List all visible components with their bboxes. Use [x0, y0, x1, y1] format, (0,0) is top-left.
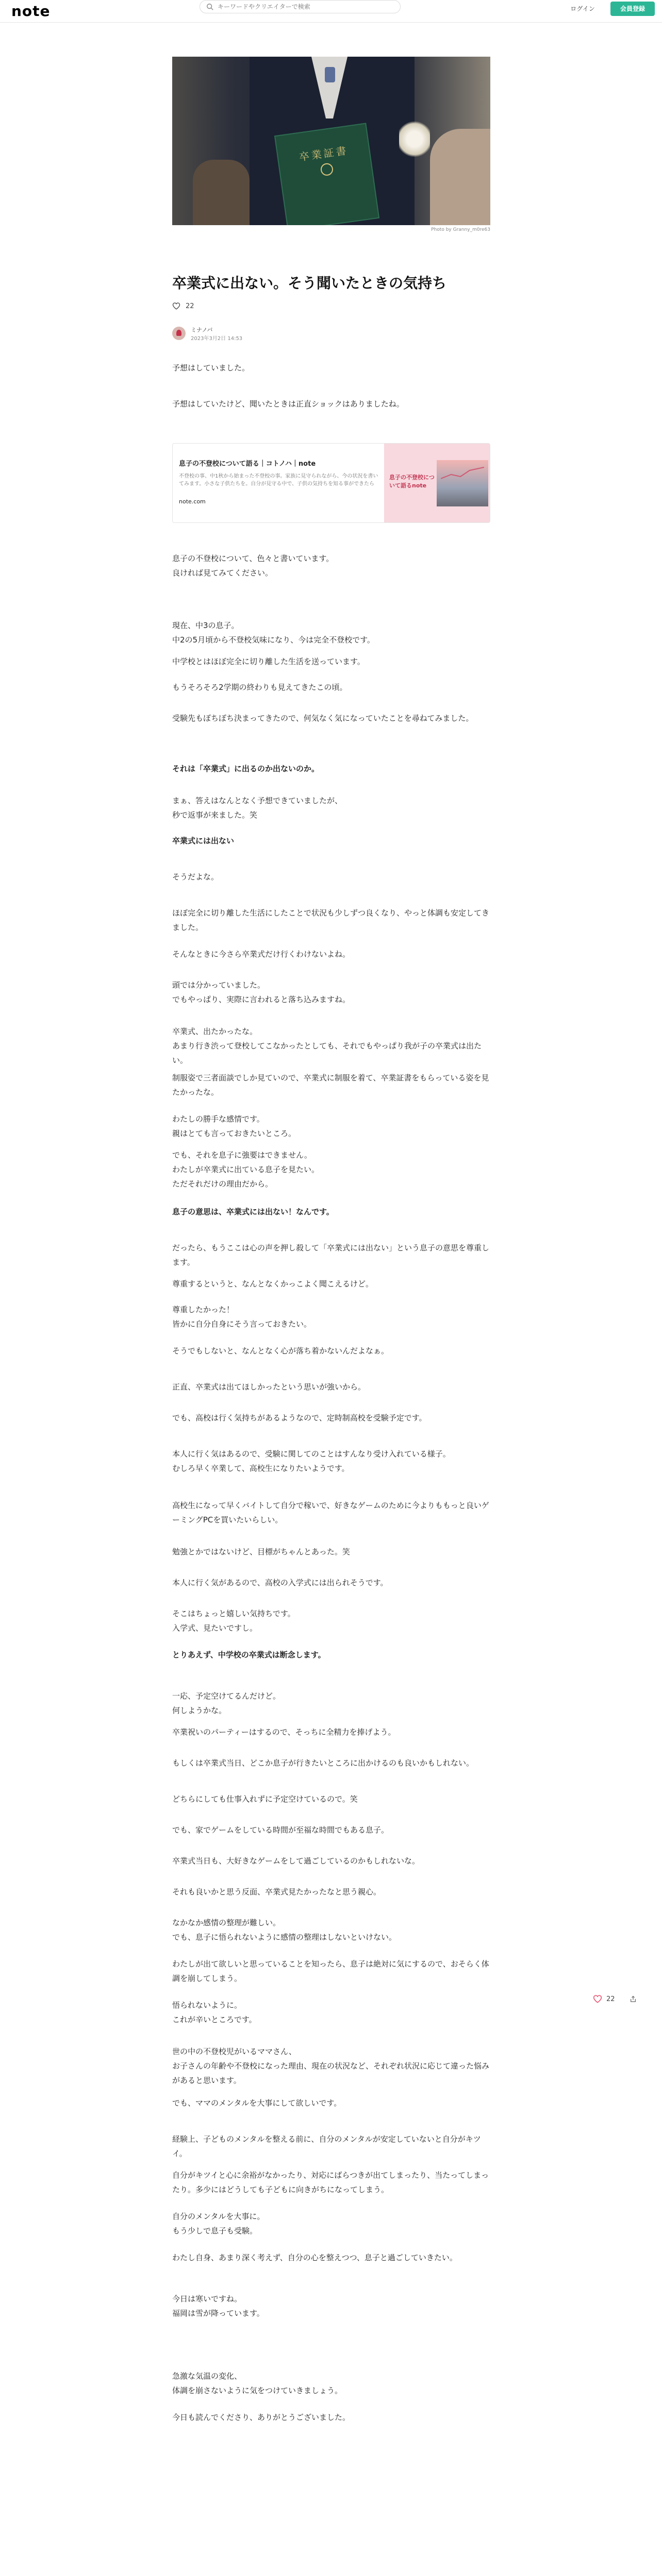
- article-paragraph: 尊重するというと、なんとなくかっこよく聞こえるけど。: [172, 1279, 374, 1289]
- author-avatar[interactable]: [172, 327, 186, 340]
- article-paragraph: どちらにしても仕事入れずに予定空けているので。笑: [172, 1794, 358, 1804]
- article-paragraph: それも良いかと思う反面、卒業式見たかったなと思う親心。: [172, 1887, 382, 1896]
- article-title: 卒業式に出ない。そう聞いたときの気持ち: [172, 275, 447, 292]
- article-paragraph: 勉強とかではないけど、目標がちゃんとあった。笑: [172, 1547, 350, 1556]
- article-paragraph: そうでもしないと、なんとなく心が落ち着かないんだよなぁ。: [172, 1346, 389, 1355]
- diploma-folder: 卒業証書: [274, 123, 379, 225]
- article-heading: それは「卒業式」に出るのか出ないのか。: [172, 764, 320, 773]
- article-paragraph: 悟られないように。 これが辛いところです。: [172, 2001, 257, 2024]
- article-paragraph: 受験先もぼちぼち決まってきたので、何気なく気になっていたことを尋ねてみました。: [172, 714, 474, 723]
- article-paragraph: 予想はしていました。: [172, 363, 250, 372]
- article-paragraph: でも、家でゲームをしている時間が至福な時間でもある息子。: [172, 1825, 389, 1835]
- article-paragraph: 頭では分かっていました。 でもやっぱり、実際に言われると落ち込みますね。: [172, 980, 351, 1004]
- article-paragraph: なかなか感情の整理が難しい。 でも、息子に悟られないように感情の整理はしないといけない。: [172, 1918, 397, 1942]
- note-logo[interactable]: note: [11, 3, 51, 20]
- photo-credit[interactable]: Photo by Granny_m0re63: [431, 227, 490, 232]
- article-heading: とりあえず、中学校の卒業式は断念します。: [172, 1650, 326, 1659]
- article-paragraph: もしくは卒業式当日、どこか息子が行きたいところに出かけるのも良いかもしれない。: [172, 1758, 474, 1768]
- share-icon[interactable]: [630, 1995, 637, 2003]
- search-input[interactable]: [218, 3, 388, 10]
- article-paragraph: そんなときに今さら卒業式だけ行くわけないよね。: [172, 950, 351, 959]
- article-paragraph: だったら、もうここは心の声を押し殺して「卒業式には出ない」という息子の意思を尊重します。: [172, 1243, 490, 1267]
- article-paragraph: 息子の不登校について、色々と書いています。 良ければ見てみてください。: [172, 554, 334, 578]
- author-name[interactable]: ミナノバ: [191, 327, 213, 333]
- card-thumbnail-text: 息子の不登校について語るnote: [389, 474, 435, 489]
- floating-like-area[interactable]: [593, 1994, 641, 2004]
- article-paragraph: 自分がキツイと心に余裕がなかったり、対応にばらつきが出てしまったり、当たってしまったり。多少にはどうしても子どもに向きがちになってしまう。: [172, 2171, 489, 2194]
- search-box[interactable]: [200, 0, 401, 13]
- article-paragraph: でも、それを息子に強要はできません。 わたしが卒業式に出ている息子を見たい。 ただそれだけの理由だから。: [172, 1150, 320, 1189]
- article-heading: 息子の意思は、卒業式には出ない！なんです。: [172, 1207, 334, 1216]
- floating-like-count: 22: [606, 1995, 615, 2003]
- like-area[interactable]: [172, 301, 194, 311]
- article-paragraph: 正直、卒業式は出てほしかったという思いが強いから。: [172, 1382, 366, 1392]
- article-paragraph: そこはちょっと嬉しい気持ちです。 入学式、見たいですし。: [172, 1609, 295, 1633]
- article-paragraph: 一応、予定空けてるんだけど。 何しようかな。: [172, 1691, 281, 1715]
- article-paragraph: 自分のメンタルを大事に。 もう少しで息子も受験。: [172, 2212, 265, 2235]
- like-count: 22: [186, 302, 194, 310]
- article-paragraph: 高校生になって早くバイトして自分で稼いで、好きなゲームのために今よりももっと良いゲーミングPCを買いたいらしい。: [172, 1501, 489, 1524]
- article-paragraph: でも、ママのメンタルを大事にして欲しいです。: [172, 2098, 342, 2108]
- article-paragraph: 卒業式当日も、大好きなゲームをして過ごしているのかもしれないな。: [172, 1856, 420, 1866]
- embedded-link-card[interactable]: [172, 443, 490, 523]
- top-navigation-bar: [0, 0, 662, 23]
- article-paragraph: 予想はしていたけど、聞いたときは正直ショックはありましたね。: [172, 399, 404, 409]
- heart-icon[interactable]: [593, 1994, 602, 2004]
- article-paragraph: もうそろそろ2学期の終わりも見えてきたこの頃。: [172, 683, 347, 692]
- article-paragraph: わたしが出て欲しいと思っていることを知ったら、息子は絶対に気にするので、おそらく体調を崩してしまう。: [172, 1959, 489, 1983]
- article-paragraph: でも、高校は行く気持ちがあるようなので、定時制高校を受験予定です。: [172, 1413, 427, 1422]
- article-paragraph: 中学校とはほぼ完全に切り離した生活を送っています。: [172, 657, 365, 666]
- signup-button[interactable]: 会員登録: [610, 2, 655, 16]
- article-paragraph: 今日も読んでくださり、ありがとうございました。: [172, 2413, 351, 2422]
- article-paragraph: 尊重したかった！ 皆かに自分自身にそう言っておきたい。: [172, 1305, 312, 1329]
- login-button[interactable]: ログイン: [570, 5, 595, 12]
- article-paragraph: 経験上、子どものメンタルを整える前に、自分のメンタルが安定していないと自分がキツイ。: [172, 2134, 481, 2158]
- article-paragraph: わたしの勝手な感情です。 親はとても言っておきたいところ。: [172, 1114, 296, 1138]
- article-paragraph: そうだよな。: [172, 872, 219, 882]
- heart-icon[interactable]: [172, 302, 180, 310]
- author-info[interactable]: [172, 325, 327, 345]
- article-paragraph: 本人に行く気があるので、高校の入学式には出られそうです。: [172, 1578, 388, 1587]
- card-url: note.com: [179, 498, 206, 505]
- card-thumbnail: [384, 444, 490, 523]
- chart-line-icon: [441, 465, 484, 481]
- article-paragraph: まぁ、答えはなんとなく予想できていましたが、 秒で返事が来ました。笑: [172, 796, 343, 820]
- article-paragraph: 制服姿で三者面談でしか見ていので、卒業式に制服を着て、卒業証書をもらっている姿を見たかったな。: [172, 1073, 489, 1097]
- article-paragraph: ほぼ完全に切り離した生活にしたことで状況も少しずつ良くなり、やっと体調も安定してきました。: [172, 908, 490, 932]
- article-paragraph: 急激な気温の変化、 体調を崩さないように気をつけていきましょう。: [172, 2371, 343, 2395]
- search-icon: [206, 3, 213, 10]
- article-paragraph: 世の中の不登校児がいるママさん、 お子さんの年齢や不登校になった理由、現在の状況など、それぞれ状況に応じて違った悩みがあると思います。: [172, 2047, 490, 2085]
- article-paragraph: わたし自身、あまり深く考えず、自分の心を整えつつ、息子と過ごしていきたい。: [172, 2253, 457, 2262]
- article-paragraph: 本人に行く気はあるので、受験に関してのことはすんなり受け入れている様子。 むしろ早く卒業して、高校生になりたいようです。: [172, 1449, 451, 1473]
- publish-date: 2023年3月2日 14:53: [191, 336, 243, 342]
- article-paragraph: 今日は寒いですね。 福岡は雪が降っています。: [172, 2294, 264, 2318]
- hero-image: [172, 57, 490, 225]
- article-paragraph: 卒業祝いのパーティーはするので、そっちに全精力を捧げよう。: [172, 1727, 396, 1737]
- article-paragraph: 現在、中3の息子。 中2の5月頃から不登校気味になり、今は完全不登校です。: [172, 621, 375, 645]
- article-paragraph: 卒業式、出たかったな。 あまり行き渋って登校してこなかったとしても、それでもやっぱり我が子の卒業式は出たい。: [172, 1027, 482, 1065]
- card-title[interactable]: 息子の不登校について語る｜コトノハ｜note: [179, 460, 316, 468]
- article-heading: 卒業式には出ない: [172, 836, 235, 845]
- card-description: 不登校の事、中1秋から始まった不登校の事。家族に見守られながら、今の状況を書いてみます。小さな子供たちを。自分が見守る中で、子供の気持ちを知る事ができたら: [179, 473, 378, 487]
